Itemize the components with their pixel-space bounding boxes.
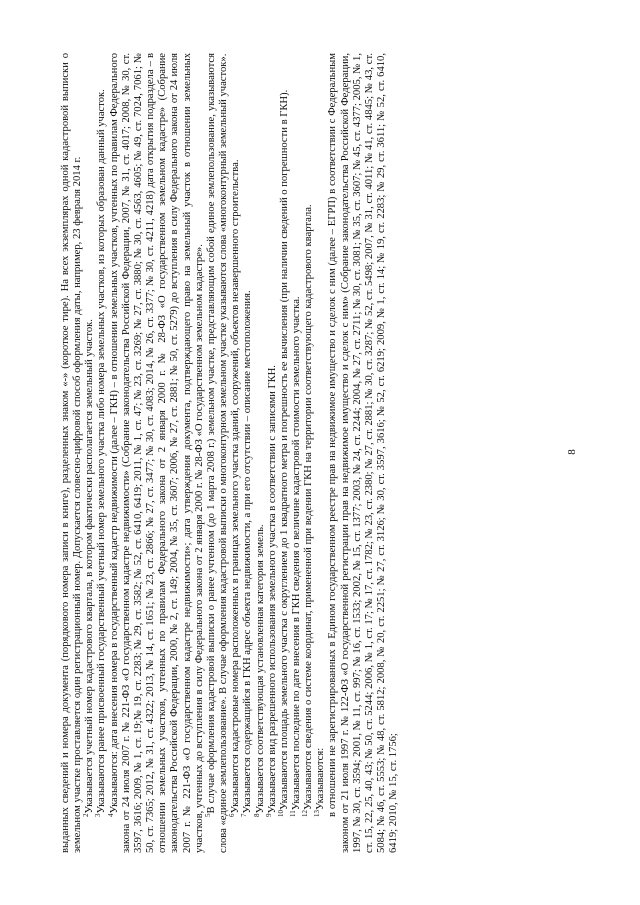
footnote-paragraph bbox=[106, 53, 206, 853]
footnote-paragraph bbox=[230, 53, 242, 853]
footnote-paragraph bbox=[203, 53, 230, 853]
footnote-text: Указывается соответствующая установленная категория земель. bbox=[254, 524, 266, 814]
footnote-text: Указываются: дата внесения номера в государственный кадастр недвижимости (далее – ГКН) – в отношении земельных участков, учтенных по правилам Федерального закона от 24 июля 2007 г. № 221-ФЗ «О государственном кадастре недвижимости» (Собрание законодательства Российской Федерации, 2007, № 31, ст. 4017; 2008, № 30, ст. 3597, 3616; 2009, № 1, ст. 19;№ 19, ст. 2283; № 29, ст. 3582; № 52, ст. 6410, 6419; 2011, № 1, ст. 47; № 23, ст. 3269; № 27, ст. 3880; № 30, ст. 4563, 4605; № 49, ст. 7024, 7061; № 50, ст. 7365; 2012, № 31, ст. 4322; 2013, № 14, ст. 1651; № 23, ст. 2866; № 27, ст. 3477; № 30, ст. 4083; 2014, № 26, ст. 3377; № 30, ст. 4211, 4218) дата открытия подраздела – в отношении земельных участков, учтенных по правилам Федерального закона от 2 января 2000 г. № 28-ФЗ «О государственном земельном кадастре» (Собрание законодательства Российской Федерации, 2000, № 2, ст. 149; 2004, № 35, ст. 3607; 2006, № 27, ст. 2881; № 50, ст. 5279) до вступления в силу Федерального закона от 24 июля 2007 г. № 221-ФЗ «О государственном кадастре недвижимости»; дата утверждения документа, подтверждающего право на земельный участок в отношении земельных участков, учтенных до вступления в силу Федерального закона от 2 января 2000 г. № 28-ФЗ «О государственном земельном кадастре». bbox=[108, 53, 205, 853]
footnote-paragraph bbox=[96, 53, 108, 853]
footnote-text: Указываются площадь земельного участка с округлением до 1 квадратного метра и погрешность ее вычисления (при наличии сведений о погрешности в ГКН). bbox=[278, 89, 290, 810]
footnote-paragraph bbox=[276, 53, 291, 853]
footnote-paragraph bbox=[264, 53, 279, 853]
footnote-marker: 9 bbox=[264, 813, 273, 817]
footnote-marker: 10 bbox=[276, 810, 285, 817]
footnote-text: Указывается содержащийся в ГКН адрес объекта недвижимости, а при его отсутствии – описание местоположения. bbox=[242, 290, 254, 814]
footnote-paragraph bbox=[303, 53, 315, 853]
footnote-paragraph bbox=[60, 53, 84, 853]
footnote-marker: 13 bbox=[313, 810, 322, 817]
footnotes-text bbox=[60, 53, 580, 853]
footnote-paragraph bbox=[84, 53, 96, 853]
footnote-paragraph bbox=[252, 53, 267, 853]
footnote-text: В случае оформления кадастровой выписки о ранее учтенном (до 1 марта 2008 г.) земельном участке, представляющим собой единое землепользование, указываются слова «единое землепользование». В случае оформления кадастровой выписки о многоконтурном земельном участке указываются слова «многоконтурный земельный участок». bbox=[205, 53, 230, 853]
footnote-paragraph bbox=[315, 53, 327, 853]
footnote-marker: 12 bbox=[301, 810, 310, 817]
footnote-marker: 4 bbox=[106, 813, 115, 817]
footnote-text: в отношении не зарегистрированных в Едином государственном реестре прав на недвижимое имущество и сделок с ним (далее – ЕГРП) в соответствии с Федеральным законом от 21 июля 1997 г. № 122-ФЗ «О государственной регистрации прав на недвижимое имущество и сделок с ним» (Собрание законодательства Российской Федерации, 1997, № 30, ст. 3594; 2001, № 11, ст. 997; № 16, ст. 1533; 2002, № 15, ст. 1377; 2003, № 24, ст. 2244; 2004, № 27, ст. 2711; № 30, ст. 3081; № 35, ст. 3607; № 45, ст. 4377; 2005, № 1, ст. 15, 22, 25, 40, 43; № 50, ст. 5244; 2006, № 1, ст. 17; № 17, ст. 1782; № 23, ст. 2380; № 27, ст. 2881; № 30, ст. 3287; № 52, ст. 5498; 2007, № 31, ст. 4011; № 41, ст. 4845; № 43, ст. 5084; № 46, ст. 5553; № 48, ст. 5812; 2008, № 20, ст. 2251; № 27, ст. 3126; № 30, ст. 3597, 3616; № 52, ст. 6219; 2009, № 1, ст. 14; № 19, ст. 2283; № 29, ст. 3611; № 52, ст. 6410, 6419; 2010, № 15, ст. 1756; bbox=[327, 53, 400, 853]
footnote-marker: 7 bbox=[240, 813, 249, 817]
footnote-marker: 3 bbox=[94, 813, 103, 817]
footnote-paragraph bbox=[288, 53, 303, 853]
footnote-marker: 11 bbox=[288, 810, 297, 817]
footnote-paragraph bbox=[327, 53, 400, 853]
footnote-text: Указываются кадастровые номера расположенных в границах земельного участка зданий, сооружений, объектов незавершенного строительства. bbox=[230, 159, 242, 814]
footnote-text: Указывается учетный номер кадастрового квартала, в котором фактически располагается земельный участок. bbox=[84, 319, 96, 814]
footnote-text: Указывается последние по дате внесения в ГКН сведения о величине кадастровой стоимости земельного участка. bbox=[290, 296, 302, 811]
footnote-marker: 8 bbox=[252, 813, 261, 817]
footnote-text: Указываются ранее присвоенный государственный учетный номер земельного участка либо номера земельных участков, из которых образован данный участок. bbox=[96, 89, 108, 814]
footnote-text: выданных сведений и номера документа (порядкового номера записи в книге), разделенных знаком «-» (короткое тире). На всех экземплярах одной кадастровой выписки о земельном участке проставляется один регистрационный номер. Допускается словесно-цифровой способ оформления даты, например, 23 февраля 2014 г. bbox=[60, 53, 84, 853]
footnote-text: Указываются сведения о системе координат, примененной при ведении ГКН на территории соответствующего кадастрового квартала. bbox=[303, 204, 315, 810]
footnote-text: Указываются: bbox=[315, 747, 327, 810]
footnote-paragraph bbox=[242, 53, 254, 853]
footnote-marker: 6 bbox=[228, 813, 237, 817]
page-number: 8 bbox=[566, 449, 578, 455]
footnote-marker: 5 bbox=[203, 813, 212, 817]
footnote-marker: 2 bbox=[82, 813, 91, 817]
footnote-text: Указывается вид разрешенного использования земельного участка в соответствии с записями ГКН. bbox=[266, 365, 278, 814]
